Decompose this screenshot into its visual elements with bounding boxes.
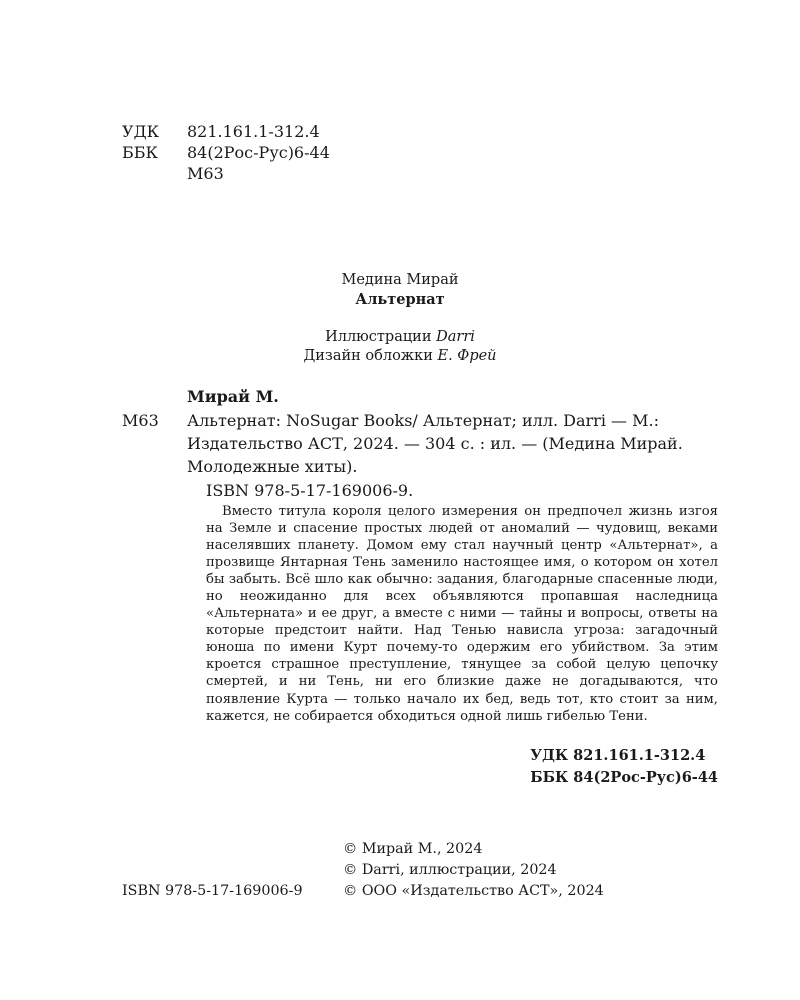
annotation-paragraph: Вместо титула короля целого измерения он предпочел жизнь изгоя на Земле и спасение простых людей от аномалий — чудовищ, веками населявших планету. Домом ему стал научный центр «Альтернат», а прозвище Янтарная Тень заменило настоящее имя, о котором он хотел бы забыть. Всё шло как обычно: задания, благодарные спасенные люди, но неожиданно для всех объявляются пропавшая наследница «Альтерната» и ее друг, а вместе с ними — тайны и вопросы, ответы на которые предстоит найти. Над Тенью нависла угроза: загадочный юноша по имени Курт почему-то одержим его убийством. За этим кроется страшное преступление, тянущее за собой целую цепочку смертей, и ни Тень, ни его близкие даже не догадываются, что появление Курта — только начало их бед, ведь тот, кто стоит за ним, кажется, не собирается обходиться одной лишь гибелью Тени. — [206, 504, 718, 724]
illustrations-credit — [0, 328, 800, 347]
biblio-mark: М63 — [122, 411, 159, 430]
bottom-udk: УДК 821.161.1-312.4 — [530, 747, 706, 764]
copyright-illustrations: © Darri, иллюстрации, 2024 — [343, 862, 557, 878]
illustrator-name: Darri — [436, 329, 475, 345]
author-name: Медина Мирай — [341, 272, 459, 288]
author-mark: М63 — [187, 164, 224, 183]
udk-row — [122, 121, 330, 142]
isbn-bottom: ISBN 978-5-17-169006-9 — [122, 883, 303, 899]
copyright-author: © Мирай М., 2024 — [343, 841, 483, 857]
illustrations-label: Иллюстрации — [325, 329, 432, 345]
udk-label: УДК — [122, 122, 159, 141]
cover-credit — [0, 347, 800, 366]
cover-label: Дизайн обложки — [303, 348, 433, 364]
biblio-line-3: Молодежные хиты). — [187, 457, 358, 476]
copyright-publisher: © ООО «Издательство АСТ», 2024 — [343, 883, 604, 899]
udk-value: 821.161.1-312.4 — [187, 122, 320, 141]
bbk-value: 84(2Рос-Рус)6-44 — [187, 143, 330, 162]
title-block — [0, 271, 800, 309]
biblio-line-2: Издательство АСТ, 2024. — 304 с. : ил. — (Медина Мирай. — [187, 434, 683, 453]
biblio-isbn: ISBN 978-5-17-169006-9. — [206, 481, 414, 500]
bottom-codes — [530, 745, 718, 789]
book-title: Альтернат — [355, 291, 445, 308]
bbk-row — [122, 142, 330, 163]
cover-designer: Е. Фрей — [437, 348, 497, 364]
bottom-bbk: ББК 84(2Рос-Рус)6-44 — [530, 769, 718, 786]
bbk-label: ББК — [122, 143, 158, 162]
biblio-heading: Мирай М. — [187, 387, 279, 406]
biblio-line-1: Альтернат: NoSugar Books/ Альтернат; илл. Darri — М.: — [187, 411, 659, 430]
credits-block — [0, 328, 800, 366]
author-mark-row — [122, 163, 330, 184]
copyright-block — [343, 839, 604, 902]
classification-codes — [122, 121, 330, 184]
